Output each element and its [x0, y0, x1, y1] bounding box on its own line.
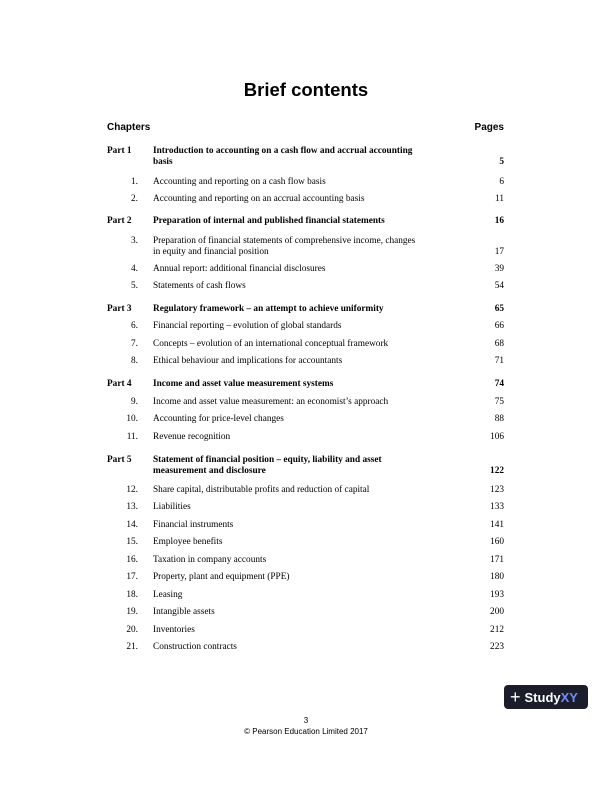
page-ref: 5	[499, 157, 504, 167]
page-ref: 71	[494, 356, 504, 366]
entry-title-line: Preparation of financial statements of comprehensive income, changes	[153, 236, 416, 246]
entry-title	[153, 194, 453, 205]
page-ref: 11	[495, 194, 504, 204]
page-ref: 68	[494, 339, 504, 349]
chapter-number: 11.	[126, 432, 138, 442]
entry-title	[153, 520, 453, 531]
entry-title	[153, 264, 453, 275]
page-ref: 74	[494, 379, 504, 389]
entry-title	[153, 236, 453, 258]
chapter-number: 7.	[131, 339, 138, 349]
page-ref: 193	[490, 590, 504, 600]
entry-title-line: Financial reporting – evolution of global standards	[153, 321, 342, 331]
chapter-number: 2.	[131, 194, 138, 204]
entry-title	[153, 414, 453, 425]
page-ref: 16	[494, 216, 504, 226]
chapters-header: Chapters	[107, 122, 151, 133]
chapter-number: 19.	[126, 607, 138, 617]
entry-title-line: Revenue recognition	[153, 432, 231, 442]
part-label: Part 4	[107, 379, 132, 389]
entry-title	[153, 379, 453, 390]
entry-title-line: Statement of financial position – equity, liability and asset	[153, 455, 382, 465]
studyxy-watermark	[504, 685, 588, 709]
entry-title-line: Concepts – evolution of an international conceptual framework	[153, 339, 389, 349]
entry-title-line: Accounting and reporting on an accrual accounting basis	[153, 194, 365, 204]
entry-title	[153, 177, 453, 188]
entry-title-line: Inventories	[153, 625, 195, 635]
chapter-number: 12.	[126, 485, 138, 495]
entry-title	[153, 572, 453, 583]
plus-icon: +	[510, 687, 521, 707]
chapter-number: 3.	[131, 236, 138, 246]
entry-title-line: in equity and financial position	[153, 247, 269, 257]
part-label: Part 1	[107, 146, 132, 156]
chapter-number: 8.	[131, 356, 138, 366]
entry-title	[153, 485, 453, 496]
copyright-notice: © Pearson Education Limited 2017	[244, 727, 368, 736]
pages-header: Pages	[474, 122, 504, 133]
page-ref: 223	[490, 642, 504, 652]
entry-title-line: Accounting for price-level changes	[153, 414, 284, 424]
chapter-number: 5.	[131, 281, 138, 291]
page-ref: 66	[494, 321, 504, 331]
page-number: 3	[303, 716, 309, 725]
chapter-number: 1.	[131, 177, 138, 187]
page-ref: 123	[490, 485, 504, 495]
page-ref: 200	[490, 607, 504, 617]
chapter-number: 9.	[131, 397, 138, 407]
entry-title-line: Regulatory framework – an attempt to achieve uniformity	[153, 304, 384, 314]
entry-title-line: Preparation of internal and published financial statements	[153, 216, 385, 226]
entry-title	[153, 281, 453, 292]
page-ref: 39	[494, 264, 504, 274]
entry-title-line: Liabilities	[153, 502, 191, 512]
page-ref: 122	[490, 466, 504, 476]
entry-title-line: Income and asset value measurement: an economist’s approach	[153, 397, 389, 407]
part-label: Part 2	[107, 216, 132, 226]
entry-title	[153, 432, 453, 443]
page-ref: 6	[499, 177, 504, 187]
brand-study: Study	[524, 689, 561, 705]
page-ref: 180	[490, 572, 504, 582]
chapter-number: 21.	[126, 642, 138, 652]
entry-title	[153, 625, 453, 636]
entry-title	[153, 356, 453, 367]
entry-title	[153, 321, 453, 332]
entry-title-line: measurement and disclosure	[153, 466, 266, 476]
page-ref: 65	[494, 304, 504, 314]
entry-title-line: Ethical behaviour and implications for accountants	[153, 356, 343, 366]
entry-title-line: Income and asset value measurement systems	[153, 379, 334, 389]
page-ref: 88	[494, 414, 504, 424]
entry-title-line: Employee benefits	[153, 537, 223, 547]
page-ref: 75	[494, 397, 504, 407]
entry-title	[153, 642, 453, 653]
entry-title	[153, 607, 453, 618]
entry-title-line: Statements of cash flows	[153, 281, 246, 291]
entry-title-line: Construction contracts	[153, 642, 237, 652]
page-ref: 54	[494, 281, 504, 291]
entry-title	[153, 502, 453, 513]
chapter-number: 4.	[131, 264, 138, 274]
part-label: Part 3	[107, 304, 132, 314]
entry-title-line: Accounting and reporting on a cash flow basis	[153, 177, 326, 187]
entry-title-line: basis	[153, 157, 173, 167]
entry-title-line: Taxation in company accounts	[153, 555, 267, 565]
brand-xy: XY	[560, 689, 578, 705]
page-ref: 17	[494, 247, 504, 257]
entry-title	[153, 304, 453, 315]
entry-title	[153, 216, 453, 227]
entry-title-line: Share capital, distributable profits and reduction of capital	[153, 485, 370, 495]
entry-title-line: Introduction to accounting on a cash flow and accrual accounting	[153, 146, 413, 156]
page-ref: 160	[490, 537, 504, 547]
entry-title-line: Leasing	[153, 590, 183, 600]
chapter-number: 18.	[126, 590, 138, 600]
chapter-number: 14.	[126, 520, 138, 530]
entry-title-line: Intangible assets	[153, 607, 215, 617]
entry-title	[153, 590, 453, 601]
chapter-number: 16.	[126, 555, 138, 565]
page-ref: 141	[490, 520, 504, 530]
chapter-number: 10.	[126, 414, 138, 424]
entry-title-line: Financial instruments	[153, 520, 234, 530]
chapter-number: 17.	[126, 572, 138, 582]
entry-title	[153, 397, 453, 408]
chapter-number: 15.	[126, 537, 138, 547]
chapter-number: 20.	[126, 625, 138, 635]
page-ref: 133	[490, 502, 504, 512]
part-label: Part 5	[107, 455, 132, 465]
entry-title-line: Property, plant and equipment (PPE)	[153, 572, 290, 582]
entry-title	[153, 537, 453, 548]
chapter-number: 13.	[126, 502, 138, 512]
page-title: Brief contents	[243, 79, 369, 100]
entry-title	[153, 455, 453, 477]
entry-title	[153, 339, 453, 350]
entry-title	[153, 555, 453, 566]
page-ref: 212	[490, 625, 504, 635]
page-ref: 171	[490, 555, 504, 565]
entry-title-line: Annual report: additional financial disclosures	[153, 264, 326, 274]
entry-title	[153, 146, 453, 168]
page-ref: 106	[490, 432, 504, 442]
chapter-number: 6.	[131, 321, 138, 331]
